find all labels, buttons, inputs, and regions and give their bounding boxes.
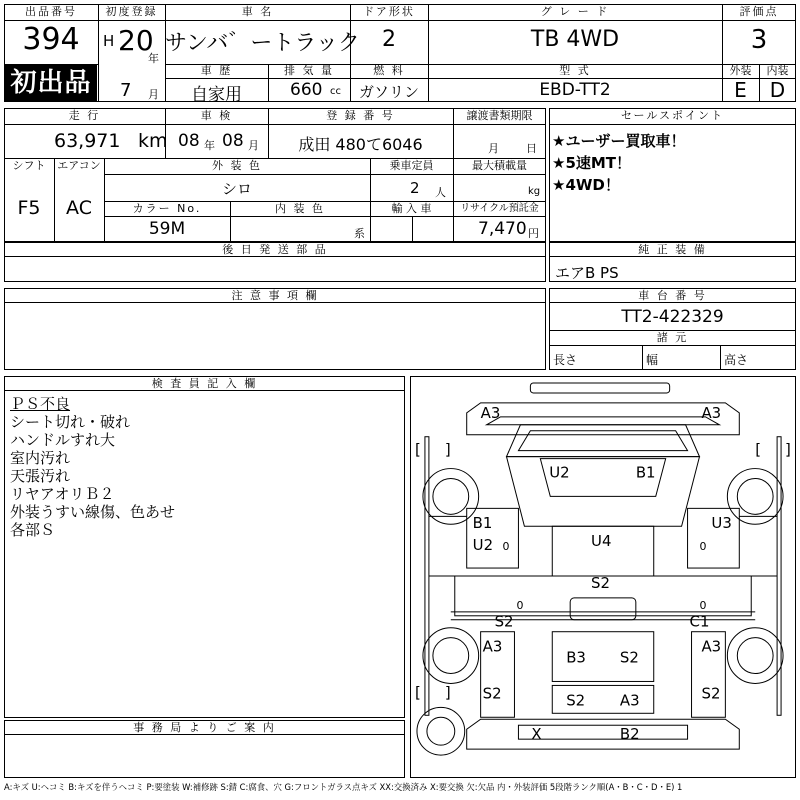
transfer-label: 譲渡書類期限 — [466, 109, 533, 122]
damage-mark: A3 — [701, 403, 722, 422]
damage-mark: B1 — [472, 514, 493, 533]
capacity-unit: 人 — [435, 186, 446, 199]
damage-mark: B3 — [566, 648, 586, 667]
inspector-label: 検 査 員 記 入 欄 — [151, 377, 258, 390]
bed-window-shape — [570, 598, 636, 620]
bracket-mark: ] — [444, 440, 451, 459]
rear-left-wheel — [423, 628, 479, 684]
front-right-wheel-inner — [737, 479, 773, 515]
windshield-shape — [507, 425, 700, 457]
inspection-year: 08 — [178, 131, 200, 151]
inspector-note: 天張汚れ — [10, 467, 71, 485]
history-label: 車 歴 — [200, 64, 233, 77]
score-label: 評価点 — [739, 5, 779, 18]
damage-mark: S2 — [619, 648, 639, 667]
inspection-month-unit: 月 — [248, 139, 259, 152]
reg-month-unit: 月 — [148, 88, 159, 101]
reg-year-unit: 年 — [148, 52, 159, 65]
transfer-day-unit: 日 — [526, 142, 537, 155]
sales-point: ★4WD！ — [552, 176, 620, 194]
sales-point: ★5速MT！ — [552, 154, 632, 172]
damage-mark: B2 — [619, 725, 640, 744]
sales-point: ★ユーザー買取車！ — [552, 132, 686, 150]
damage-diagram — [410, 376, 796, 778]
car-name: サンバ゛ートラック — [165, 31, 360, 56]
legend-footer: A:キズ U:ヘコミ B:キズを伴うヘコミ P:要塗装 W:補修跡 S:錆 C:腐食、穴 G:フロントガラス点キズ XX:交換済み X:要交換 欠:欠品 内・外装評価 5段階ランク順(A・B・C・D・E) 1 — [4, 782, 683, 792]
reg-no-label: 登 録 番 号 — [326, 109, 395, 122]
inspector-note: ＰＳ不良 — [10, 395, 71, 413]
capacity: 2 — [410, 179, 420, 197]
genuine-equipment-label: 純 正 装 備 — [638, 243, 707, 256]
transfer-month-unit: 月 — [488, 142, 499, 155]
door: 2 — [382, 27, 396, 52]
exterior-label: 外装 — [729, 64, 752, 77]
dims-label: 諸 元 — [656, 331, 689, 344]
import-label: 輸 入 車 — [391, 202, 432, 215]
zero-mark: 0 — [516, 598, 524, 612]
grade: TB 4WD — [530, 27, 620, 52]
first-reg-label: 初度登録 — [105, 5, 158, 18]
recycle-label: リサイクル預託金 — [460, 203, 539, 214]
damage-mark: C1 — [689, 612, 710, 631]
inspector-note: リヤアオリＢ２ — [10, 485, 115, 503]
spare-wheel-inner — [427, 717, 455, 745]
damage-mark: U2 — [472, 536, 494, 555]
damage-mark: A3 — [619, 691, 640, 710]
interior-color-label: 内 装 色 — [275, 202, 325, 215]
front-left-wheel-inner — [433, 479, 469, 515]
interior-grade: D — [769, 78, 786, 102]
cab-shape — [507, 457, 700, 527]
parts-later-label: 後 日 発 送 部 品 — [222, 243, 328, 256]
ac: AC — [66, 197, 92, 219]
load-unit: kg — [528, 186, 541, 197]
damage-mark: U3 — [711, 514, 732, 533]
reg-month: 7 — [120, 80, 132, 101]
rear-light-bar-shape — [518, 725, 687, 739]
zero-mark: 0 — [699, 540, 707, 554]
front-bumper-inner-shape — [487, 417, 720, 425]
right-side-panel-shape — [777, 437, 781, 716]
model: EBD-TT2 — [539, 80, 611, 100]
car-name-label: 車 名 — [241, 5, 274, 18]
interior-label: 内装 — [766, 64, 789, 77]
notes-label: 注 意 事 項 欄 — [231, 289, 319, 302]
roof-strip-shape — [530, 383, 669, 393]
height-label: 高さ — [724, 353, 749, 367]
capacity-label: 乗車定員 — [389, 159, 434, 172]
inspection-month: 08 — [222, 131, 244, 151]
color-no: 59M — [148, 219, 186, 239]
model-label: 型 式 — [559, 64, 591, 77]
sales-points-label: セールスポイント — [620, 109, 724, 122]
damage-mark: U4 — [591, 532, 612, 551]
ac-label: エアコン — [57, 159, 101, 172]
damage-mark: S2 — [482, 684, 502, 703]
office-label: 事 務 局 よ り ご 案 内 — [133, 721, 276, 734]
bracket-mark: [ — [414, 440, 421, 459]
damage-mark: A3 — [482, 637, 503, 656]
first-listing-badge: 初出品 — [5, 65, 97, 101]
displacement-unit: cc — [330, 86, 341, 97]
lot-no: 394 — [22, 22, 80, 57]
bracket-mark: [ — [755, 440, 762, 459]
rear-left-wheel-inner — [433, 638, 469, 674]
damage-mark: S2 — [701, 684, 721, 703]
spec-block — [4, 108, 546, 242]
damage-mark: A3 — [701, 637, 722, 656]
inspector-note: シート切れ・破れ — [10, 413, 131, 431]
rear-right-wheel — [727, 628, 783, 684]
recycle-unit: 円 — [528, 227, 539, 240]
inspector-note: 室内汚れ — [10, 449, 71, 467]
fuel: ガソリン — [358, 83, 419, 101]
width-label: 幅 — [646, 353, 659, 367]
damage-mark: A3 — [480, 403, 501, 422]
zero-mark: 0 — [502, 540, 510, 554]
mileage-unit: km — [138, 130, 168, 152]
grade-label: グ レ ー ド — [540, 5, 610, 18]
displacement-label: 排 気 量 — [284, 64, 334, 77]
inspector-note: 各部Ｓ — [10, 521, 56, 539]
bracket-mark: ] — [785, 440, 791, 459]
displacement: 660 — [290, 80, 323, 100]
chassis-number: TT2-422329 — [621, 307, 724, 327]
bracket-mark: [ — [414, 683, 421, 702]
mileage-label: 走 行 — [68, 109, 101, 122]
length-label: 長さ — [553, 353, 578, 367]
shift: F5 — [17, 197, 41, 219]
chassis-label: 車 台 番 号 — [638, 289, 707, 302]
front-bumper-shape — [467, 403, 740, 435]
damage-mark: S2 — [591, 573, 611, 592]
damage-mark: X — [531, 725, 542, 744]
left-side-panel-shape — [425, 437, 429, 716]
damage-mark: S2 — [494, 612, 514, 631]
inspection-label: 車 検 — [200, 109, 233, 122]
history: 自家用 — [191, 85, 242, 105]
mileage: 63,971 — [54, 130, 121, 152]
genuine-equipment: エアB PS — [555, 264, 619, 282]
era: H — [103, 32, 115, 50]
damage-mark: S2 — [566, 691, 586, 710]
zero-mark: 0 — [699, 598, 707, 612]
load-label: 最大積載量 — [472, 159, 527, 172]
bracket-mark: ] — [444, 683, 451, 702]
color-no-label: カラー No. — [132, 202, 202, 215]
damage-mark: U2 — [549, 463, 570, 482]
inspection-year-unit: 年 — [204, 139, 215, 152]
color-label: 外 装 色 — [212, 159, 262, 172]
score: 3 — [750, 25, 768, 55]
rear-bumper-shape — [467, 719, 740, 749]
color: シロ — [221, 180, 252, 198]
windshield-inner-shape — [518, 431, 687, 451]
door-label: ドア形状 — [363, 5, 415, 18]
spare-wheel — [417, 707, 465, 755]
shift-label: シフト — [12, 159, 46, 172]
exterior-grade: E — [734, 78, 747, 102]
interior-color-unit: 系 — [354, 227, 365, 240]
inspector-note: 外装うすい線傷、色あせ — [10, 503, 176, 521]
inspector-note: ハンドルすれ大 — [10, 431, 116, 449]
reg-year: 20 — [118, 24, 154, 57]
fuel-label: 燃 料 — [373, 64, 405, 77]
rear-right-wheel-inner — [737, 638, 773, 674]
lot-no-label: 出品番号 — [25, 5, 77, 18]
reg-no: 成田 480て6046 — [298, 135, 423, 154]
damage-mark: B1 — [635, 463, 656, 482]
recycle-fee: 7,470 — [478, 219, 527, 239]
